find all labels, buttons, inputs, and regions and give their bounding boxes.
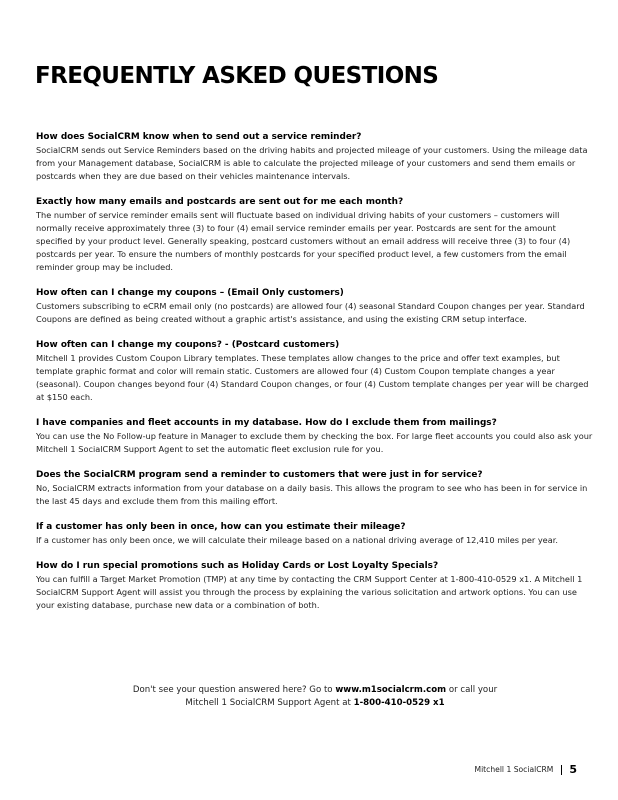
faq-answer: Customers subscribing to eCRM email only (no postcards) are allowed four (4) seasonal Standard Coupon changes per year. Standard Coupons are defined as being created without a graphic artist's assistance, and using the existing CRM setup interface. <box>36 301 585 324</box>
footer-note-line-1 <box>36 684 594 697</box>
page-footer <box>475 763 577 776</box>
faq-question: I have companies and fleet accounts in my database. How do I exclude them from mailings? <box>36 418 497 428</box>
faq-question: If a customer has only been in once, how can you estimate their mileage? <box>36 522 406 532</box>
faq-item <box>36 196 594 274</box>
faq-item <box>36 469 594 508</box>
footer-divider <box>561 765 562 775</box>
footer-note-text: Mitchell 1 SocialCRM Support Agent at <box>185 698 354 708</box>
faq-answer: The number of service reminder emails sent will fluctuate based on individual driving habits of your customers – customers will normally receive approximately three (3) to four (4) email service reminder emails per year. Postcards are sent for the amount specified by your product level. Generally speaking, postcard customers without an email address will receive three (3) to four (4) postcards per year. To ensure the numbers of monthly postcards for your specified product level, a few customers from the email reminder group may be included. <box>36 210 571 272</box>
faq-list <box>36 131 594 625</box>
support-phone: 1-800-410-0529 x1 <box>353 698 445 708</box>
page-title: FREQUENTLY ASKED QUESTIONS <box>35 63 439 89</box>
footer-brand: Mitchell 1 SocialCRM <box>474 765 554 774</box>
faq-question: Exactly how many emails and postcards are sent out for me each month? <box>36 197 404 207</box>
faq-answer: No, SocialCRM extracts information from your database on a daily basis. This allows the program to see who has been in for service in the last 45 days and exclude them from this mailing effort. <box>36 483 588 506</box>
faq-answer: SocialCRM sends out Service Reminders based on the driving habits and projected mileage of your customers. Using the mileage data from your Management database, SocialCRM is able to calculate the projected mileage of your customers and send them emails or postcards when they are due based on their vehicles maintenance intervals. <box>36 145 588 181</box>
faq-question: How do I run special promotions such as Holiday Cards or Lost Loyalty Specials? <box>36 561 439 571</box>
faq-item <box>36 417 594 456</box>
website-link[interactable]: www.m1socialcrm.com <box>335 685 447 695</box>
faq-item <box>36 339 594 404</box>
faq-question: Does the SocialCRM program send a reminder to customers that were just in for service? <box>36 470 483 480</box>
faq-answer: You can use the No Follow-up feature in Manager to exclude them by checking the box. For large fleet accounts you could also ask your Mitchell 1 SocialCRM Support Agent to set the automatic fleet exclusion rule for you. <box>36 431 593 454</box>
faq-item <box>36 131 594 183</box>
faq-answer: You can fulfill a Target Market Promotion (TMP) at any time by contacting the CRM Support Center at 1-800-410-0529 x1. A Mitchell 1 SocialCRM Support Agent will assist you through the process by explaining the various solicitation and artwork options. You can use your existing database, purchase new data or a combination of both. <box>36 574 583 610</box>
page-number: 5 <box>569 763 577 776</box>
faq-answer: If a customer has only been once, we will calculate their mileage based on a national driving average of 12,410 miles per year. <box>36 535 558 545</box>
faq-answer: Mitchell 1 provides Custom Coupon Library templates. These templates allow changes to the price and offer text examples, but template graphic format and color will remain static. Customers are allowed four (4) Custom Coupon template changes a year (seasonal). Coupon changes beyond four (4) Standard Coupon changes, or four (4) Custom template changes per year will be charged at $150 each. <box>36 353 589 402</box>
faq-item <box>36 287 594 326</box>
faq-question: How does SocialCRM know when to send out a service reminder? <box>36 132 362 142</box>
faq-item <box>36 560 594 612</box>
faq-item <box>36 521 594 547</box>
footer-note-line-2 <box>36 697 594 710</box>
footer-note-text: Don't see your question answered here? Go to <box>132 685 336 695</box>
faq-question: How often can I change my coupons – (Email Only customers) <box>36 288 344 298</box>
footer-note <box>36 684 594 710</box>
footer-note-text: or call your <box>446 685 498 695</box>
faq-question: How often can I change my coupons? - (Postcard customers) <box>36 340 340 350</box>
